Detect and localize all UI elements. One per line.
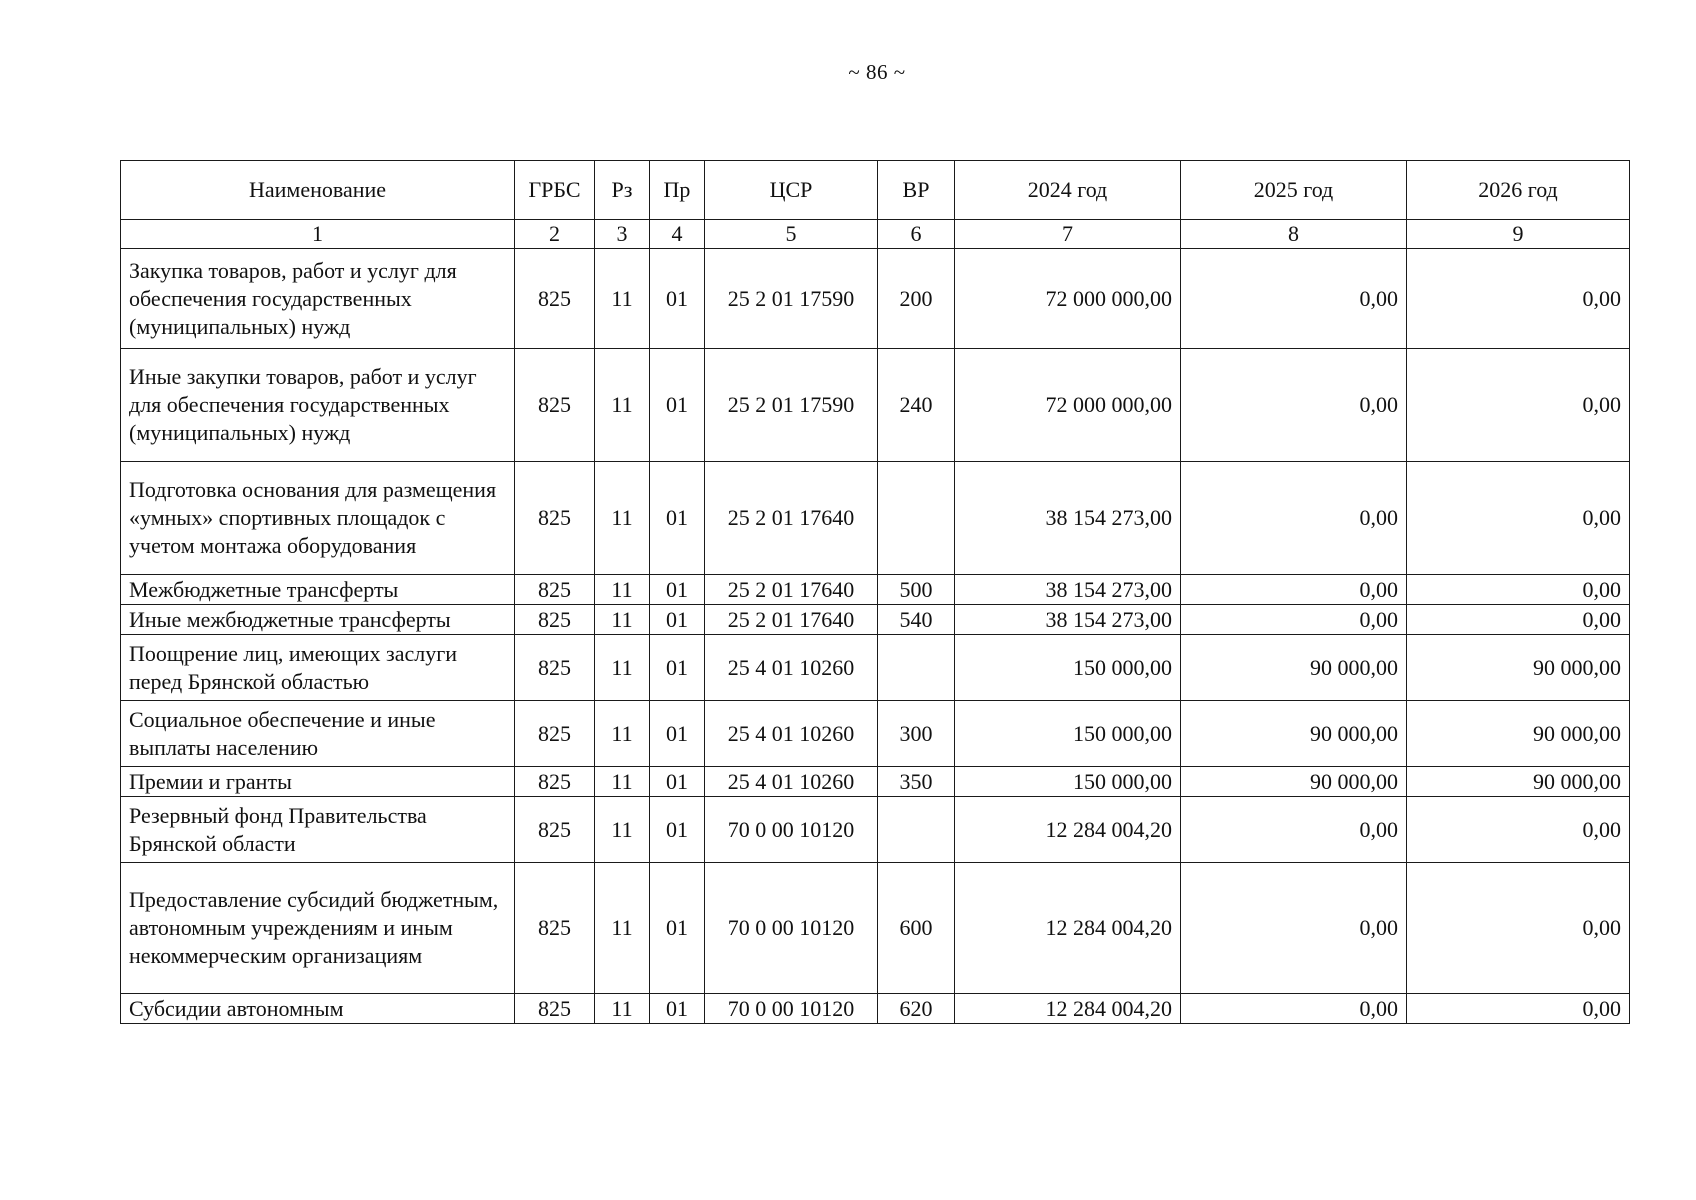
cell-name: Премии и гранты xyxy=(121,767,515,797)
cell-2026: 0,00 xyxy=(1407,605,1630,635)
cell-vr: 200 xyxy=(878,249,955,349)
cell-csr: 25 2 01 17590 xyxy=(705,249,878,349)
table-row xyxy=(121,349,1630,462)
cell-name: Социальное обеспечение и иные выплаты населению xyxy=(121,701,515,767)
column-number: 1 xyxy=(121,220,515,249)
cell-2025: 0,00 xyxy=(1181,462,1407,575)
header-pr: Пр xyxy=(650,161,705,220)
cell-pr: 01 xyxy=(650,863,705,994)
cell-vr: 350 xyxy=(878,767,955,797)
cell-csr: 25 4 01 10260 xyxy=(705,767,878,797)
cell-pr: 01 xyxy=(650,349,705,462)
cell-name: Подготовка основания для размещения «умных» спортивных площадок с учетом монтажа оборудования xyxy=(121,462,515,575)
cell-2024: 38 154 273,00 xyxy=(955,605,1181,635)
header-rz: Рз xyxy=(595,161,650,220)
cell-2026: 0,00 xyxy=(1407,994,1630,1024)
column-number: 5 xyxy=(705,220,878,249)
table-row xyxy=(121,462,1630,575)
cell-rz: 11 xyxy=(595,797,650,863)
cell-grbs: 825 xyxy=(515,797,595,863)
cell-rz: 11 xyxy=(595,635,650,701)
cell-name: Иные межбюджетные трансферты xyxy=(121,605,515,635)
cell-rz: 11 xyxy=(595,249,650,349)
cell-2024: 72 000 000,00 xyxy=(955,349,1181,462)
cell-grbs: 825 xyxy=(515,249,595,349)
cell-2025: 90 000,00 xyxy=(1181,767,1407,797)
table-row xyxy=(121,863,1630,994)
cell-2026: 0,00 xyxy=(1407,863,1630,994)
cell-vr: 600 xyxy=(878,863,955,994)
cell-pr: 01 xyxy=(650,575,705,605)
cell-2026: 0,00 xyxy=(1407,462,1630,575)
cell-grbs: 825 xyxy=(515,767,595,797)
cell-csr: 25 2 01 17590 xyxy=(705,349,878,462)
cell-2024: 38 154 273,00 xyxy=(955,462,1181,575)
table-row xyxy=(121,635,1630,701)
header-name: Наименование xyxy=(121,161,515,220)
cell-rz: 11 xyxy=(595,994,650,1024)
cell-pr: 01 xyxy=(650,635,705,701)
header-csr: ЦСР xyxy=(705,161,878,220)
cell-2026: 90 000,00 xyxy=(1407,767,1630,797)
cell-grbs: 825 xyxy=(515,635,595,701)
cell-pr: 01 xyxy=(650,462,705,575)
cell-2025: 0,00 xyxy=(1181,994,1407,1024)
cell-2024: 72 000 000,00 xyxy=(955,249,1181,349)
header-2026: 2026 год xyxy=(1407,161,1630,220)
cell-csr: 25 4 01 10260 xyxy=(705,701,878,767)
budget-table xyxy=(120,160,1630,1024)
cell-2026: 0,00 xyxy=(1407,575,1630,605)
cell-rz: 11 xyxy=(595,863,650,994)
header-grbs: ГРБС xyxy=(515,161,595,220)
cell-grbs: 825 xyxy=(515,349,595,462)
cell-vr xyxy=(878,462,955,575)
table-row xyxy=(121,767,1630,797)
cell-vr xyxy=(878,797,955,863)
cell-grbs: 825 xyxy=(515,701,595,767)
cell-name: Субсидии автономным xyxy=(121,994,515,1024)
cell-2024: 150 000,00 xyxy=(955,701,1181,767)
cell-2025: 0,00 xyxy=(1181,605,1407,635)
cell-rz: 11 xyxy=(595,349,650,462)
cell-vr: 620 xyxy=(878,994,955,1024)
cell-2024: 150 000,00 xyxy=(955,767,1181,797)
cell-pr: 01 xyxy=(650,249,705,349)
cell-2024: 12 284 004,20 xyxy=(955,797,1181,863)
cell-2026: 0,00 xyxy=(1407,249,1630,349)
cell-vr: 540 xyxy=(878,605,955,635)
cell-rz: 11 xyxy=(595,575,650,605)
column-number: 2 xyxy=(515,220,595,249)
column-number: 6 xyxy=(878,220,955,249)
column-number: 4 xyxy=(650,220,705,249)
cell-2025: 0,00 xyxy=(1181,575,1407,605)
cell-name: Межбюджетные трансферты xyxy=(121,575,515,605)
column-number-row xyxy=(121,220,1630,249)
cell-2024: 12 284 004,20 xyxy=(955,863,1181,994)
cell-grbs: 825 xyxy=(515,994,595,1024)
table-row xyxy=(121,249,1630,349)
cell-pr: 01 xyxy=(650,767,705,797)
cell-grbs: 825 xyxy=(515,575,595,605)
cell-pr: 01 xyxy=(650,797,705,863)
cell-pr: 01 xyxy=(650,994,705,1024)
cell-csr: 70 0 00 10120 xyxy=(705,863,878,994)
cell-vr: 500 xyxy=(878,575,955,605)
table-row xyxy=(121,994,1630,1024)
cell-vr: 240 xyxy=(878,349,955,462)
column-number: 8 xyxy=(1181,220,1407,249)
cell-csr: 25 2 01 17640 xyxy=(705,462,878,575)
cell-csr: 70 0 00 10120 xyxy=(705,797,878,863)
cell-2026: 90 000,00 xyxy=(1407,635,1630,701)
cell-grbs: 825 xyxy=(515,863,595,994)
header-2025: 2025 год xyxy=(1181,161,1407,220)
cell-2025: 0,00 xyxy=(1181,249,1407,349)
cell-2025: 0,00 xyxy=(1181,797,1407,863)
cell-csr: 25 2 01 17640 xyxy=(705,605,878,635)
cell-2025: 90 000,00 xyxy=(1181,635,1407,701)
cell-grbs: 825 xyxy=(515,462,595,575)
column-number: 9 xyxy=(1407,220,1630,249)
header-vr: ВР xyxy=(878,161,955,220)
cell-name: Предоставление субсидий бюджетным, автономным учреждениям и иным некоммерческим организациям xyxy=(121,863,515,994)
cell-2026: 0,00 xyxy=(1407,349,1630,462)
cell-rz: 11 xyxy=(595,605,650,635)
page-number: ~ 86 ~ xyxy=(848,60,906,84)
cell-2024: 38 154 273,00 xyxy=(955,575,1181,605)
cell-2025: 90 000,00 xyxy=(1181,701,1407,767)
header-row xyxy=(121,161,1630,220)
cell-2024: 12 284 004,20 xyxy=(955,994,1181,1024)
cell-2025: 0,00 xyxy=(1181,349,1407,462)
cell-grbs: 825 xyxy=(515,605,595,635)
cell-2026: 0,00 xyxy=(1407,797,1630,863)
table-row xyxy=(121,575,1630,605)
cell-name: Иные закупки товаров, работ и услуг для обеспечения государственных (муниципальных) нужд xyxy=(121,349,515,462)
table-row xyxy=(121,797,1630,863)
cell-vr xyxy=(878,635,955,701)
table-row xyxy=(121,605,1630,635)
column-number: 3 xyxy=(595,220,650,249)
header-2024: 2024 год xyxy=(955,161,1181,220)
cell-2025: 0,00 xyxy=(1181,863,1407,994)
column-number: 7 xyxy=(955,220,1181,249)
cell-2024: 150 000,00 xyxy=(955,635,1181,701)
cell-csr: 25 4 01 10260 xyxy=(705,635,878,701)
cell-csr: 70 0 00 10120 xyxy=(705,994,878,1024)
table-row xyxy=(121,701,1630,767)
cell-rz: 11 xyxy=(595,701,650,767)
cell-csr: 25 2 01 17640 xyxy=(705,575,878,605)
cell-rz: 11 xyxy=(595,767,650,797)
cell-name: Резервный фонд Правительства Брянской области xyxy=(121,797,515,863)
cell-pr: 01 xyxy=(650,605,705,635)
cell-rz: 11 xyxy=(595,462,650,575)
cell-pr: 01 xyxy=(650,701,705,767)
cell-name: Закупка товаров, работ и услуг для обеспечения государственных (муниципальных) нужд xyxy=(121,249,515,349)
cell-name: Поощрение лиц, имеющих заслуги перед Брянской областью xyxy=(121,635,515,701)
cell-vr: 300 xyxy=(878,701,955,767)
cell-2026: 90 000,00 xyxy=(1407,701,1630,767)
